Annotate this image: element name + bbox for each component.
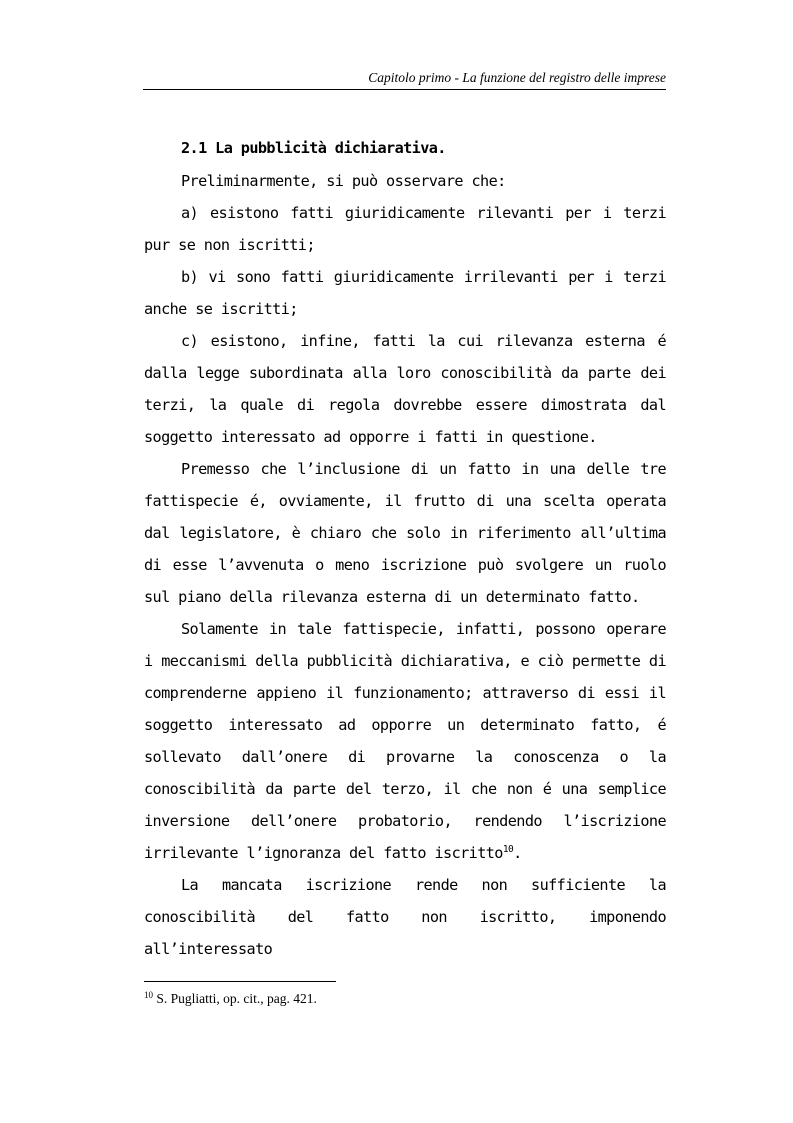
footnote-text: S. Pugliatti, op. cit., pag. 421.: [153, 991, 317, 1006]
running-header: Capitolo primo - La funzione del registro delle imprese: [368, 70, 666, 85]
footnote-rule: [144, 981, 336, 982]
footnote-number: 10: [144, 990, 153, 1000]
section-heading: 2.1 La pubblicità dichiarativa.: [181, 139, 446, 157]
footnote: [144, 991, 317, 1007]
footnote-reference[interactable]: 10: [502, 844, 514, 855]
paragraph-item-c: c) esistono, infine, fatti la cui rilevanza esterna é dalla legge subordinata alla loro conoscibilità da parte dei terzi, la quale di regola dovrebbe essere dimostrata dal soggetto interessato ad opporre i fatti in questione.: [144, 332, 666, 446]
body-text: [144, 131, 666, 965]
header-rule: [143, 89, 666, 90]
paragraph-mancata: La mancata iscrizione rende non sufficiente la conoscibilità del fatto non iscritto, imponendo all’interessato: [144, 876, 666, 958]
paragraph-item-a: a) esistono fatti giuridicamente rilevanti per i terzi pur se non iscritti;: [144, 204, 666, 254]
paragraph-solamente-end: .: [513, 844, 522, 862]
paragraph-intro: Preliminarmente, si può osservare che:: [181, 172, 506, 190]
paragraph-item-b: b) vi sono fatti giuridicamente irrilevanti per i terzi anche se iscritti;: [144, 268, 666, 318]
paragraph-solamente: [144, 613, 666, 869]
paragraph-premesso: Premesso che l’inclusione di un fatto in una delle tre fattispecie é, ovviamente, il frutto di una scelta operata dal legislatore, è chiaro che solo in riferimento all’ultima di esse l’avvenuta o meno iscrizione può svolgere un ruolo sul piano della rilevanza esterna di un determinato fatto.: [144, 460, 666, 606]
paragraph-solamente-text: Solamente in tale fattispecie, infatti, possono operare i meccanismi della pubblicità dichiarativa, e ciò permette di comprenderne appieno il funzionamento; attraverso di essi il soggetto interessato ad opporre un determinato fatto, é sollevato dall’onere di provarne la conoscenza o la conoscibilità da parte del terzo, il che non é una semplice inversione dell’onere probatorio, rendendo l’iscrizione irrilevante l’ignoranza del fatto iscritto: [144, 620, 666, 862]
